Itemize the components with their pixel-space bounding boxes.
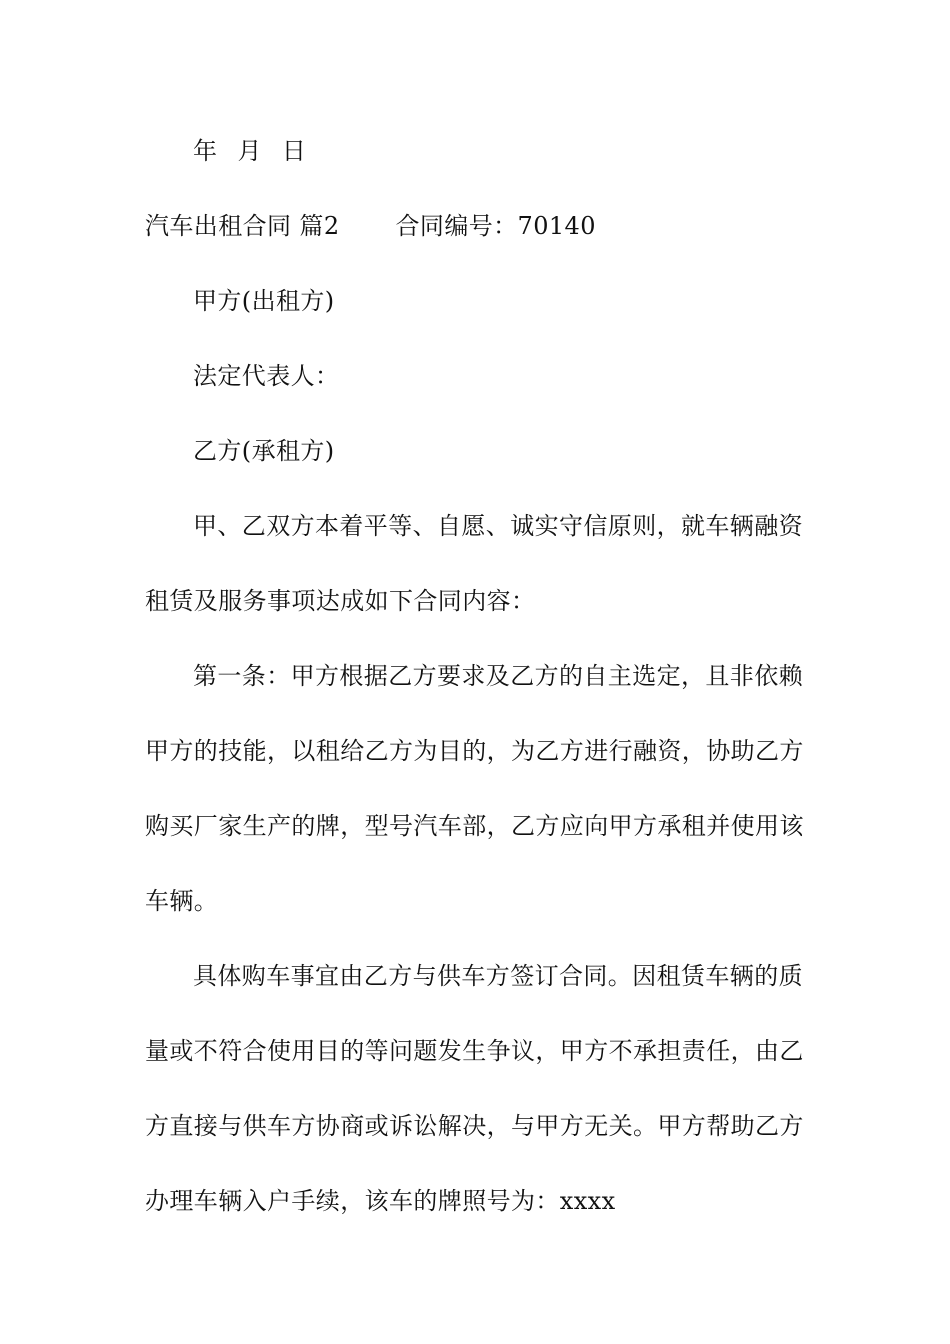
article1-line-3: 购买厂家生产的牌，型号汽车部，乙方应向甲方承租并使用该: [145, 812, 804, 840]
date-day: 日: [281, 137, 307, 165]
party-b-line: 乙方(承租方): [193, 437, 335, 465]
article1-line-4: 车辆。: [145, 887, 219, 915]
intro-line-1: 甲、乙双方本着平等、自愿、诚实守信原则，就车辆融资: [193, 512, 803, 540]
article1-line-2: 甲方的技能，以租给乙方为目的，为乙方进行融资，协助乙方: [145, 737, 804, 765]
date-year: 年: [193, 137, 218, 165]
party-a-line: 甲方(出租方): [193, 287, 335, 315]
purchase-line-4: 办理车辆入户手续，该车的牌照号为：xxxx: [145, 1187, 616, 1215]
purchase-line-3: 方直接与供车方协商或诉讼解决，与甲方无关。甲方帮助乙方: [145, 1112, 804, 1140]
contract-header: [145, 208, 825, 244]
contract-number: 合同编号：70140: [395, 212, 596, 240]
legal-representative-line: 法定代表人：: [193, 362, 340, 390]
purchase-line-2: 量或不符合使用目的等问题发生争议，甲方不承担责任，由乙: [145, 1037, 804, 1065]
article1-line-1: 第一条：甲方根据乙方要求及乙方的自主选定，且非依赖: [193, 662, 803, 690]
intro-line-2: 租赁及服务事项达成如下合同内容：: [145, 587, 536, 615]
date-line: [193, 133, 873, 169]
contract-title: 汽车出租合同 篇2: [145, 212, 340, 240]
purchase-line-1: 具体购车事宜由乙方与供车方签订合同。因租赁车辆的质: [193, 962, 803, 990]
date-month: 月: [237, 137, 262, 165]
